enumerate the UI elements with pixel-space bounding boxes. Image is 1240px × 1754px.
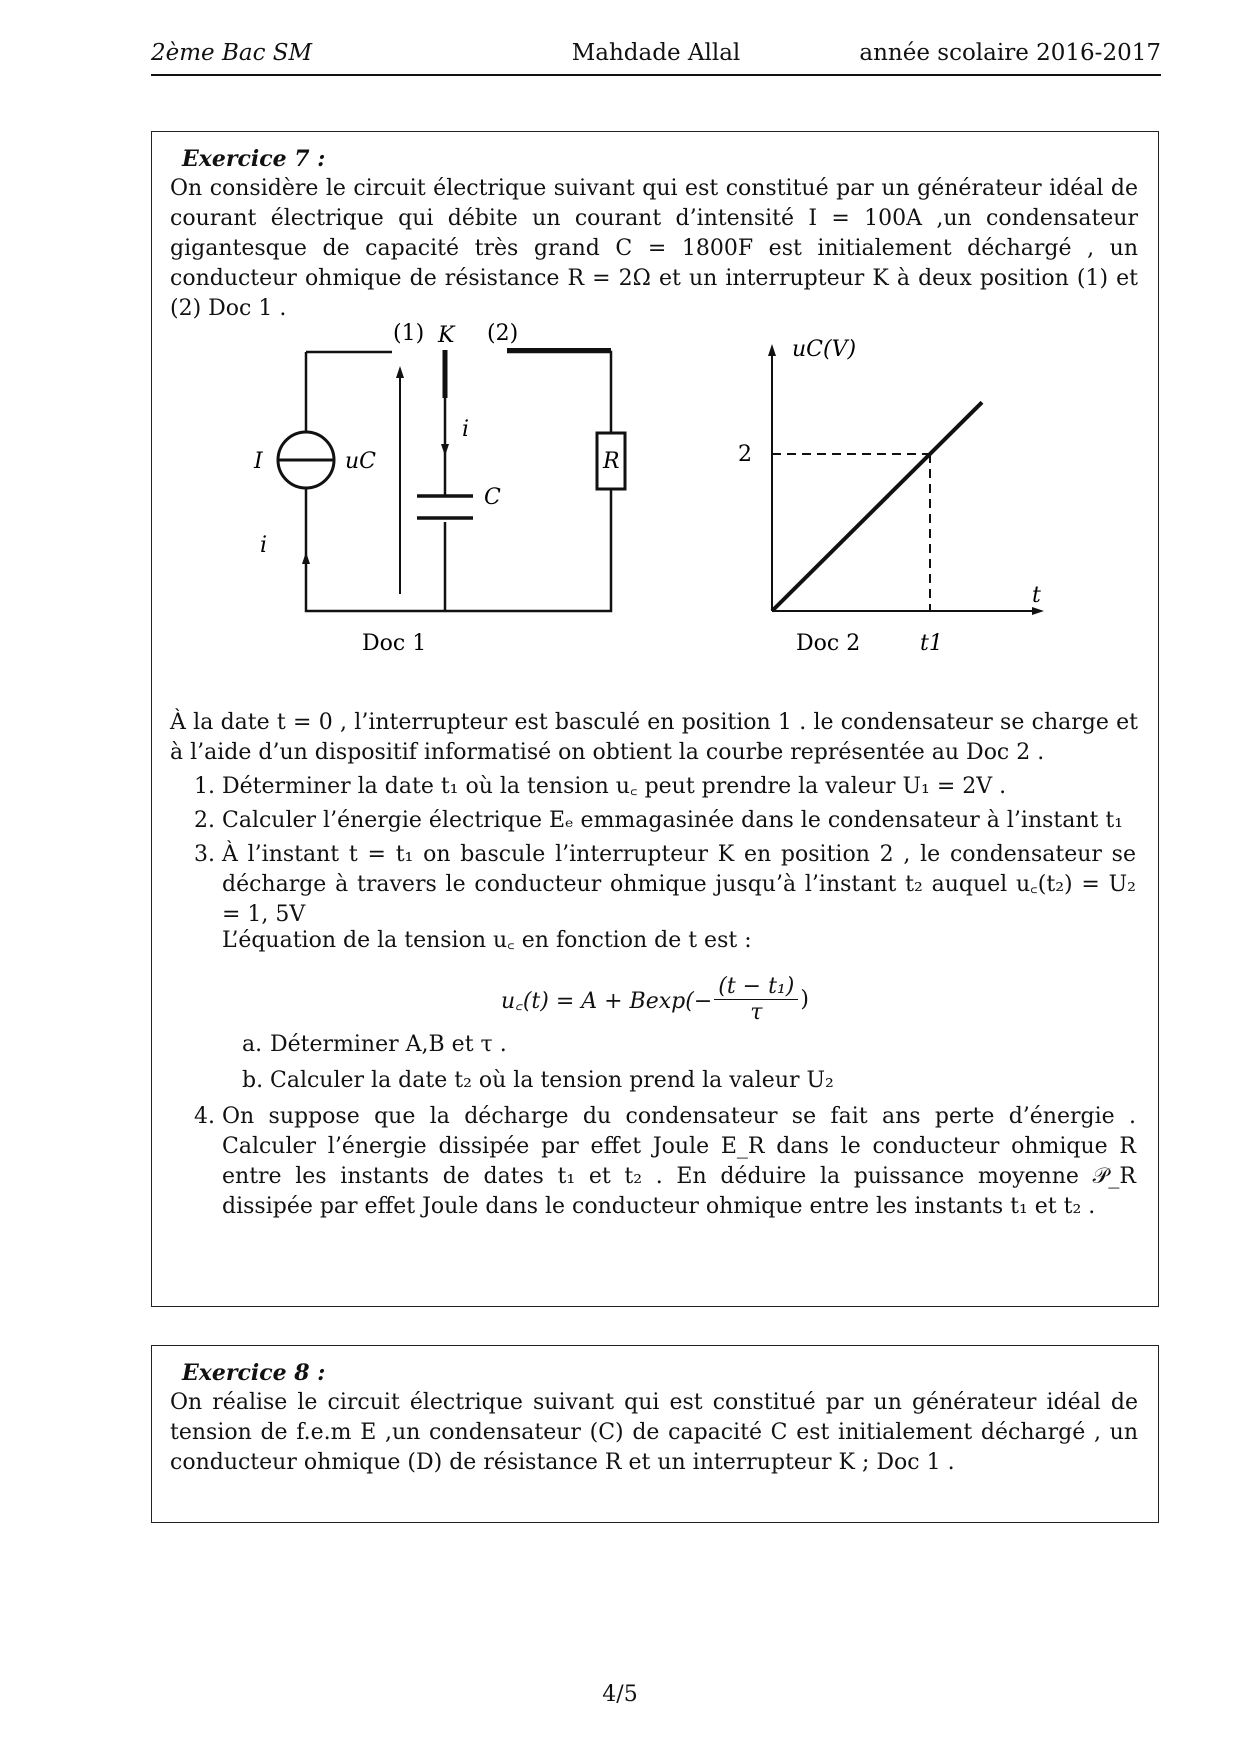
label-cap: C [484,485,501,510]
uc-graph [672,314,1132,684]
q1-text: Déterminer la date t₁ où la tension u꜀ peut prendre la valeur U₁ = 2V . [222,774,1007,799]
exercise-7-box [151,131,1159,1307]
exercise-8-intro: On réalise le circuit électrique suivant qui est constitué par un générateur idéal de tension de f.e.m E ,un condensateur (C) de capacité C est initialement déchargé , un conducteur ohmique (D) de résistance R et un interrupteur K ; Doc 1 . [170,1390,1138,1475]
y-axis-arrow [768,344,776,356]
q4-text: On suppose que la décharge du condensateur se fait ans perte d’énergie . Calculer l’énergie dissipée par effet Joule E_R dans le conducteur ohmique R entre les instants de dates t₁ et t₂ . En déduire la puissance moyenne 𝒫_R dissipée par effet Joule dans le conducteur ohmique entre les instants t₁ et t₂ . [222,1104,1136,1219]
label-pos1: (1) [393,321,425,346]
eq-numerator: (t − t₁) [714,974,798,1000]
header-year: année scolaire 2016-2017 [859,40,1161,66]
page-number: 4/5 [602,1682,638,1707]
q1-number: 1. [194,774,215,799]
header-author: Mahdade Allal [571,40,741,66]
label-res: R [603,449,620,474]
label-i-top: i [462,417,470,442]
equation [152,974,1158,1025]
exercise-7-title: Exercice 7 : [182,146,326,172]
eq-fraction [714,974,798,1025]
eq-denominator: τ [750,1000,763,1025]
label-uc: uC [345,449,377,474]
caption-doc1: Doc 1 [362,631,427,656]
q3-text: À l’instant t = t₁ on bascule l’interrupteur K en position 2 , le condensateur se décharge à travers le conducteur ohmique jusqu’à l’instant t₂ auquel u꜀(t₂) = U₂ = 1, 5V [222,842,1136,927]
current-arrow-gen [302,552,310,564]
q3a-label: a. [242,1032,263,1057]
y-axis-label: uC(V) [792,337,857,362]
q3-number: 3. [194,842,215,867]
current-arrow-k [441,444,449,456]
q2-number: 2. [194,808,215,833]
caption-doc2: Doc 2 [796,631,861,656]
eq-left: u꜀(t) = A + Bexp(− [501,988,713,1014]
uc-arrow-head [396,366,404,378]
label-k: K [438,323,455,348]
q3-eq-intro: L’équation de la tension u꜀ en fonction de t est : [222,928,752,953]
series-line-uc [772,402,982,611]
exercise-8-title: Exercice 8 : [182,1360,326,1386]
q3b-text: Calculer la date t₂ où la tension prend la valeur U₂ [270,1068,834,1093]
header-class: 2ème Bac SM [151,40,313,66]
y-tick-2: 2 [738,442,752,467]
page-header [151,40,1161,76]
x-tick-t1: t1 [920,631,943,656]
q4-number: 4. [194,1104,215,1129]
q2-text: Calculer l’énergie électrique Eₑ emmagasinée dans le condensateur à l’instant t₁ [222,808,1124,833]
current-source-symbol [278,432,334,488]
exercise-8-box [151,1345,1159,1523]
label-i-bottom: i [260,533,268,558]
exercise-7-text2: À la date t = 0 , l’interrupteur est basculé en position 1 . le condensateur se charge et à l’aide d’un dispositif informatisé on obtient la courbe représentée au Doc 2 . [170,710,1138,765]
eq-right: ) [800,987,809,1012]
label-pos2: (2) [487,321,519,346]
x-axis-arrow [1032,607,1044,615]
x-axis-label: t [1032,583,1041,608]
label-gen-i: I [254,449,263,474]
circuit-diagram [192,314,652,684]
q3a-text: Déterminer A,B et τ . [270,1032,507,1057]
exercise-7-intro: On considère le circuit électrique suivant qui est constitué par un générateur idéal de courant électrique qui débite un courant d’intensité I = 100A ,un condensateur gigantesque de capacité très grand C = 1800F est initialement déchargé , un conducteur ohmique de résistance R = 2Ω et un interrupteur K à deux position (1) et (2) Doc 1 . [170,176,1138,321]
q3b-label: b. [242,1068,264,1093]
